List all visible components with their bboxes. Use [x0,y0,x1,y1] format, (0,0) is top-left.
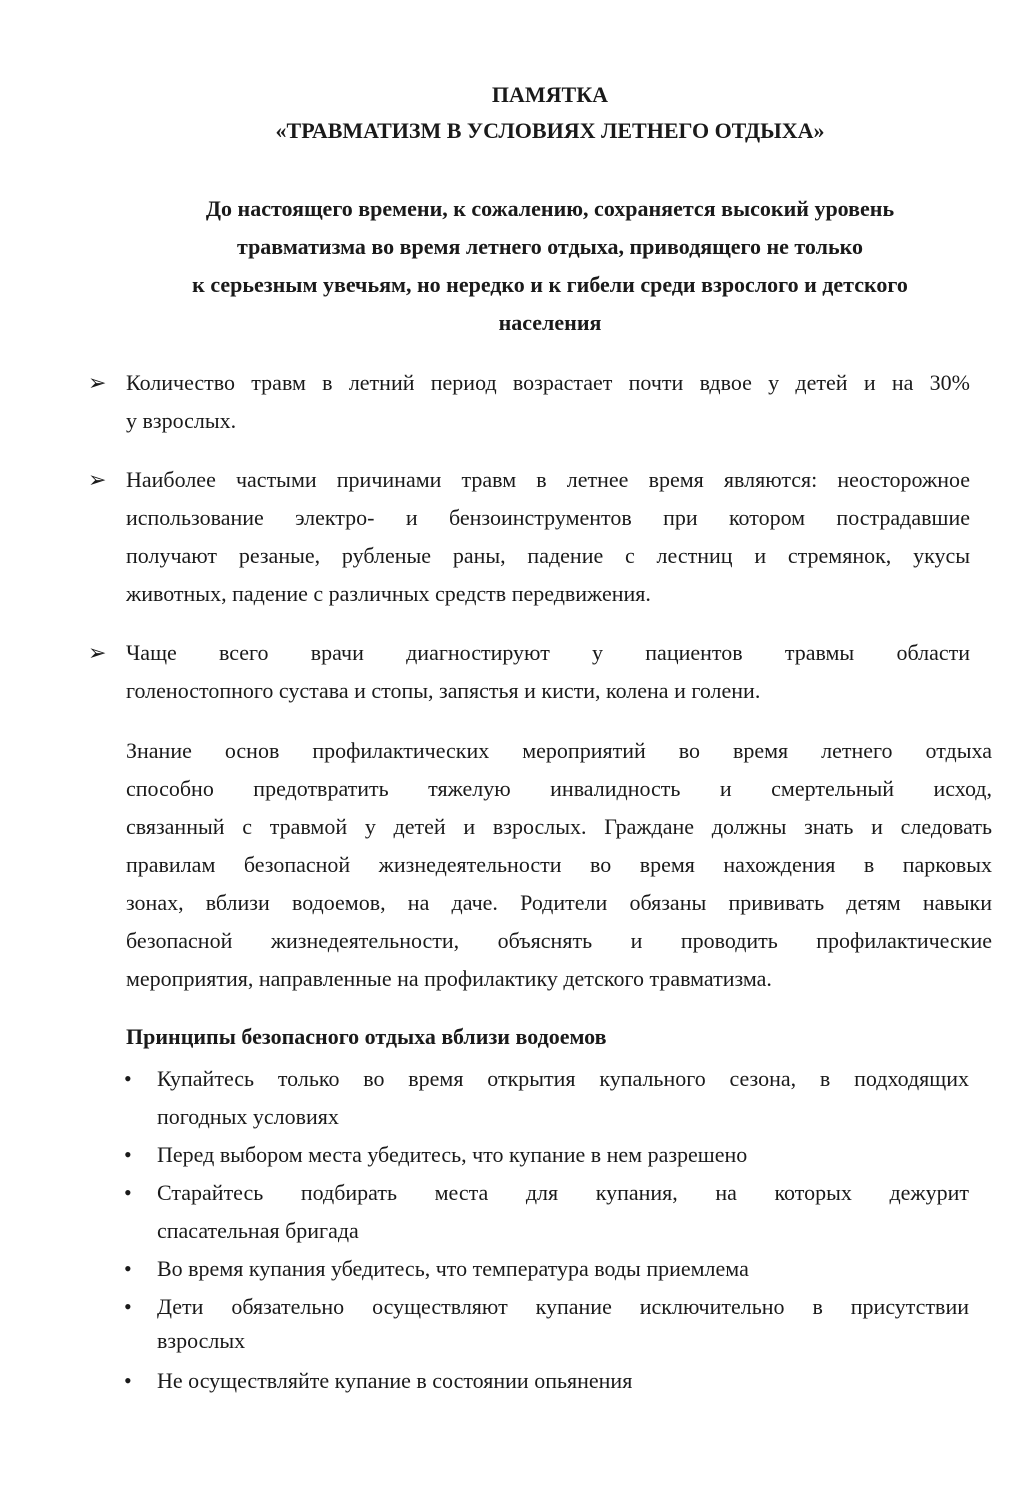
bullet-text-line: Чаще всего врачи диагностируют у пациентов травмы области [126,640,970,665]
intro-line: травматизма во время летнего отдыха, приводящего не только [237,234,863,259]
list-item-line: взрослых [157,1328,246,1353]
document-title: ПАМЯТКА [491,82,609,107]
intro-line: населения [498,310,602,335]
list-item-line: Старайтесь подбирать места для купания, на которых дежурит [157,1180,969,1205]
paragraph-line: зонах, вблизи водоемов, на даче. Родители обязаны прививать детям навыки [126,890,992,915]
bullet-text-line: получают резаные, рубленые раны, падение с лестниц и стремянок, укусы [126,543,970,568]
document-subtitle: «ТРАВМАТИЗМ В УСЛОВИЯХ ЛЕТНЕГО ОТДЫХА» [275,118,825,143]
paragraph-line: правилам безопасной жизнедеятельности во время нахождения в парковых [126,852,992,877]
bullet-dot-icon: • [124,1294,132,1319]
bullet-text-line: использование электро- и бензоинструментов при котором пострадавшие [126,505,970,530]
paragraph-line: мероприятия, направленные на профилактику детского травматизма. [126,966,772,991]
bullet-text-line: у взрослых. [126,408,237,433]
bullet-dot-icon: • [124,1256,132,1281]
bullet-dot-icon: • [124,1180,132,1205]
arrow-bullet-icon: ➢ [88,467,107,492]
bullet-dot-icon: • [124,1066,132,1091]
arrow-bullet-icon: ➢ [88,640,107,665]
intro-line: к серьезным увечьям, но нередко и к гибели среди взрослого и детского [192,272,908,297]
bullet-text-line: животных, падение с различных средств передвижения. [126,581,651,606]
bullet-text-line: Количество травм в летний период возрастает почти вдвое у детей и на 30% [126,370,970,395]
list-item-line: погодных условиях [157,1104,339,1129]
bullet-dot-icon: • [124,1368,132,1393]
list-item-line: Не осуществляйте купание в состоянии опьянения [157,1368,633,1393]
bullet-dot-icon: • [124,1142,132,1167]
paragraph-line: связанный с травмой у детей и взрослых. Граждане должны знать и следовать [126,814,992,839]
paragraph-line: способно предотвратить тяжелую инвалидность и смертельный исход, [126,776,992,801]
arrow-bullet-icon: ➢ [88,370,107,395]
bullet-text-line: Наиболее частыми причинами травм в летнее время являются: неосторожное [126,467,970,492]
bullet-text-line: голеностопного сустава и стопы, запястья и кисти, колена и голени. [126,678,761,703]
intro-line: До настоящего времени, к сожалению, сохраняется высокий уровень [205,196,895,221]
list-item-line: спасательная бригада [157,1218,359,1243]
list-item-line: Купайтесь только во время открытия купального сезона, в подходящих [157,1066,969,1091]
paragraph-line: Знание основ профилактических мероприятий во время летнего отдыха [126,738,992,763]
paragraph-line: безопасной жизнедеятельности, объяснять и проводить профилактические [126,928,992,953]
list-item-line: Перед выбором места убедитесь, что купание в нем разрешено [157,1142,748,1167]
list-item-line: Дети обязательно осуществляют купание исключительно в присутствии [157,1294,969,1319]
section-heading: Принципы безопасного отдыха вблизи водоемов [126,1024,607,1049]
list-item-line: Во время купания убедитесь, что температура воды приемлема [157,1256,749,1281]
